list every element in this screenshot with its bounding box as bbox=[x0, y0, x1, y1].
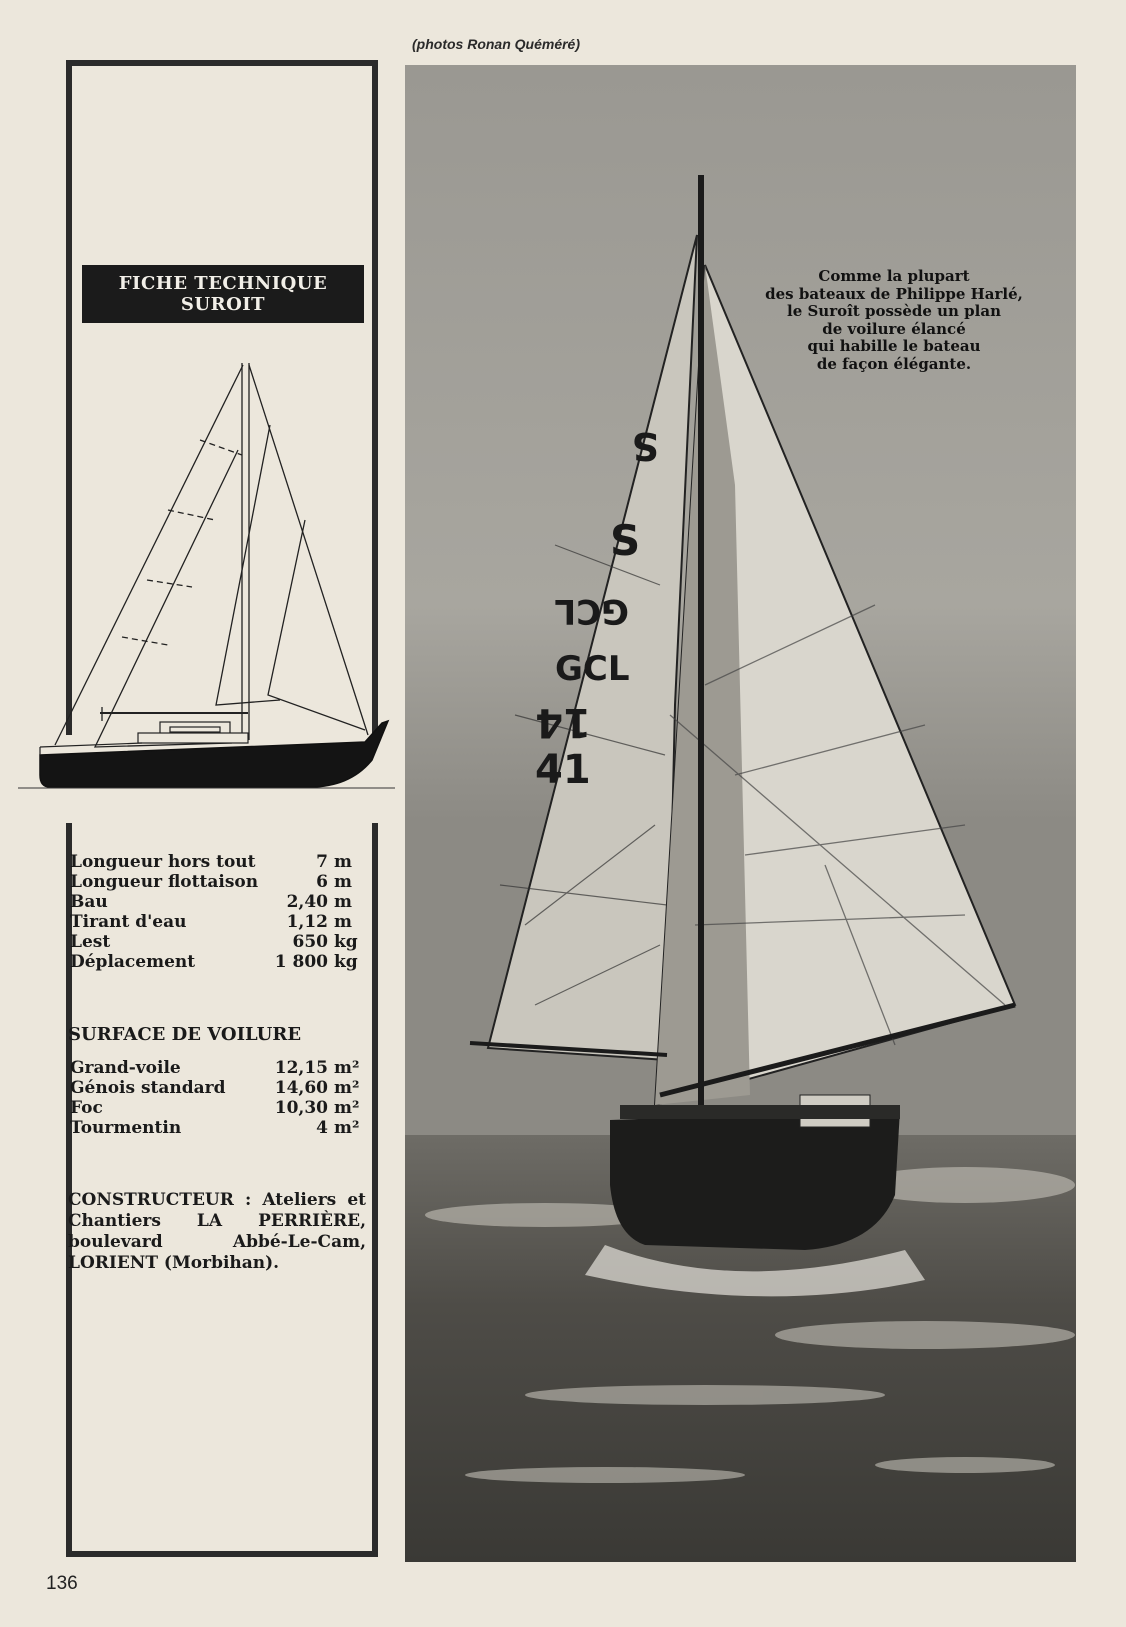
builder-text: Ateliers et Chantiers LA PERRIÈRE, boulevard Abbé-Le-Cam, LORIENT (Morbihan). bbox=[68, 1190, 367, 1273]
builder-label: CONSTRUCTEUR : bbox=[68, 1190, 252, 1210]
caption-line: de voilure élancé bbox=[822, 319, 966, 338]
caption-line: des bateaux de Philippe Harlé, bbox=[765, 284, 1023, 303]
sail-label: Génois standard bbox=[70, 1078, 226, 1098]
spec-label: Tirant d'eau bbox=[70, 912, 187, 932]
sail-label: Tourmentin bbox=[70, 1118, 182, 1138]
caption-line: qui habille le bateau bbox=[807, 337, 981, 355]
sail-mark: S bbox=[631, 424, 659, 468]
spec-row bbox=[70, 892, 366, 912]
sail-value: 4 bbox=[316, 1118, 328, 1138]
spec-row bbox=[70, 872, 366, 892]
sail-unit: m² bbox=[334, 1118, 360, 1138]
sail-label: Grand-voile bbox=[70, 1058, 181, 1078]
spec-value: 6 bbox=[316, 872, 328, 892]
sail-area-heading: SURFACE DE VOILURE bbox=[68, 1024, 302, 1045]
spec-unit: kg bbox=[334, 932, 358, 952]
photo-caption bbox=[748, 268, 1040, 373]
sail-mark: GCL bbox=[555, 649, 630, 689]
sail-unit: m² bbox=[334, 1098, 360, 1118]
spec-unit: kg bbox=[334, 952, 358, 972]
sail-list bbox=[70, 1058, 366, 1138]
caption-line: le Suroît possède un plan bbox=[787, 302, 1001, 320]
spec-row bbox=[70, 932, 366, 952]
spec-value: 650 bbox=[292, 932, 328, 952]
sail-mark: 14 bbox=[535, 699, 591, 745]
sailboat-profile-drawing bbox=[10, 355, 400, 825]
spec-row bbox=[70, 852, 366, 872]
caption-line: de façon élégante. bbox=[816, 354, 972, 373]
sail-mark: GCL bbox=[554, 591, 629, 631]
spec-value: 1,12 bbox=[286, 912, 328, 932]
spec-title-block bbox=[82, 265, 364, 323]
page-number: 136 bbox=[46, 1573, 78, 1594]
spec-unit: m bbox=[334, 912, 352, 932]
spec-value: 2,40 bbox=[286, 892, 328, 912]
spec-label: Déplacement bbox=[70, 952, 196, 972]
sail-row bbox=[70, 1078, 366, 1098]
spec-value: 1 800 bbox=[274, 952, 328, 972]
sail-value: 10,30 bbox=[274, 1098, 328, 1118]
sail-mark: S bbox=[610, 516, 641, 565]
caption-line: Comme la plupart bbox=[818, 267, 970, 285]
builder-info bbox=[68, 1190, 366, 1274]
spec-label: Bau bbox=[70, 892, 108, 912]
spec-label: Longueur flottaison bbox=[70, 872, 259, 892]
spec-unit: m bbox=[334, 872, 352, 892]
sail-label: Foc bbox=[70, 1098, 103, 1118]
spec-unit: m bbox=[334, 852, 352, 872]
spec-unit: m bbox=[334, 892, 352, 912]
spec-label: Lest bbox=[70, 932, 111, 952]
sail-row bbox=[70, 1058, 366, 1078]
sail-mark: 41 bbox=[535, 747, 591, 793]
sail-row bbox=[70, 1118, 366, 1138]
spec-title-line2: SUROIT bbox=[180, 294, 266, 315]
sail-row bbox=[70, 1098, 366, 1118]
sail-unit: m² bbox=[334, 1058, 360, 1078]
spec-label: Longueur hors tout bbox=[70, 852, 256, 872]
spec-value: 7 bbox=[316, 852, 328, 872]
spec-list bbox=[70, 852, 366, 972]
spec-row bbox=[70, 912, 366, 932]
sail-value: 12,15 bbox=[274, 1058, 328, 1078]
sail-value: 14,60 bbox=[274, 1078, 328, 1098]
photo-credit: (photos Ronan Quéméré) bbox=[412, 36, 581, 52]
spec-row bbox=[70, 952, 366, 972]
spec-title-line1: FICHE TECHNIQUE bbox=[118, 273, 328, 294]
sail-unit: m² bbox=[334, 1078, 360, 1098]
